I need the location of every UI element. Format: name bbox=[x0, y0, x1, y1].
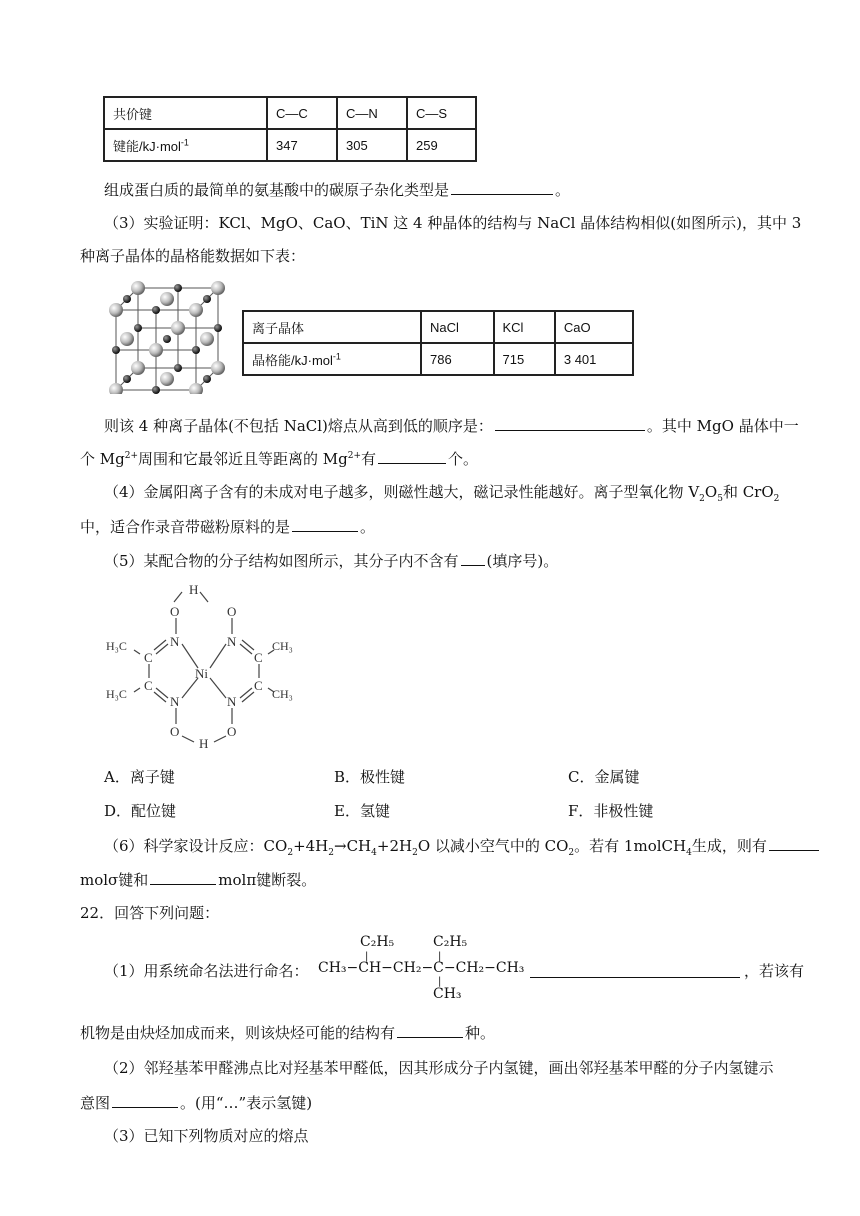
option-e[interactable]: E．氢键 bbox=[334, 802, 390, 820]
answer-blank[interactable] bbox=[378, 447, 446, 464]
atom-label: O bbox=[227, 724, 237, 739]
table-header-cell: KCl bbox=[494, 311, 555, 343]
table-row-label: 晶格能/kJ·mol$^{-1}$ bbox=[243, 343, 421, 375]
crystal-lattice-diagram bbox=[104, 280, 230, 394]
atom-label: O bbox=[170, 724, 180, 739]
table-row bbox=[104, 97, 476, 129]
option-c[interactable]: C．金属键 bbox=[568, 768, 640, 786]
answer-blank[interactable] bbox=[112, 1091, 178, 1108]
answer-blank[interactable] bbox=[461, 549, 485, 566]
bond-energy-table bbox=[103, 96, 477, 162]
q3-line4: 个 $Mg^{2+}$周围和它最邻近且等距离的 $Mg^{2+}$有 个。 bbox=[80, 447, 478, 470]
table-row bbox=[104, 129, 476, 161]
answer-blank[interactable] bbox=[292, 515, 358, 532]
table-header-cell: C—C bbox=[267, 97, 337, 129]
q3-line1: （3）实验证明：KCl、MgO、CaO、TiN 这 4 种晶体的结构与 NaCl 晶体结构相似(如图所示)，其中 3 bbox=[104, 214, 802, 232]
group-label: H₃C bbox=[106, 687, 127, 701]
atom-label: C bbox=[254, 650, 263, 665]
atom-label: N bbox=[170, 634, 180, 649]
option-f[interactable]: F．非极性键 bbox=[568, 802, 654, 820]
formula-branch: C₂H₅ bbox=[360, 934, 395, 950]
q4-line2: 中，适合作录音带磁粉原料的是 。 bbox=[80, 515, 375, 538]
group-label: CH₃ bbox=[272, 639, 293, 653]
q22-p1b: ，若该有 bbox=[744, 962, 805, 980]
q22-title: 22．回答下列问题： bbox=[80, 904, 220, 922]
table-header-cell: 离子晶体 bbox=[243, 311, 421, 343]
table-row-label: 键能/kJ·mol$^{-1}$ bbox=[104, 129, 267, 161]
table-cell: 786 bbox=[421, 343, 494, 375]
bond-vertical: | bbox=[438, 976, 442, 987]
group-label: CH₃ bbox=[272, 687, 293, 701]
atom-label: C bbox=[144, 650, 153, 665]
atom-label: H bbox=[199, 736, 209, 750]
answer-blank[interactable] bbox=[495, 414, 645, 431]
q6-line2: molσ键和 molπ键断裂。 bbox=[80, 868, 316, 891]
atom-label: Ni bbox=[195, 666, 208, 681]
answer-blank[interactable] bbox=[397, 1021, 463, 1038]
table-header-cell: 共价键 bbox=[104, 97, 267, 129]
q22-p3: （3）已知下列物质对应的熔点 bbox=[104, 1127, 309, 1145]
atom-label: H bbox=[189, 582, 199, 597]
lattice-energy-table bbox=[242, 310, 634, 376]
option-a[interactable]: A．离子键 bbox=[104, 768, 175, 786]
table-cell: 259 bbox=[407, 129, 476, 161]
answer-blank[interactable] bbox=[451, 178, 553, 195]
table-row bbox=[243, 311, 633, 343]
answer-blank[interactable] bbox=[150, 868, 216, 885]
atom-label: O bbox=[170, 604, 180, 619]
q3-line2: 种离子晶体的晶格能数据如下表： bbox=[80, 247, 306, 265]
atom-label: O bbox=[227, 604, 237, 619]
table-row bbox=[243, 343, 633, 375]
option-d[interactable]: D．配位键 bbox=[104, 802, 177, 820]
table-header-cell: CaO bbox=[555, 311, 633, 343]
formula-branch: CH₃ bbox=[433, 986, 462, 1002]
answer-blank[interactable] bbox=[769, 834, 819, 851]
atom-label: N bbox=[170, 694, 180, 709]
atom-label: C bbox=[254, 678, 263, 693]
bond-vertical: | bbox=[438, 951, 442, 962]
q22-p2a: （2）邻羟基苯甲醛沸点比对羟基苯甲醛低，因其形成分子内氢键，画出邻羟基苯甲醛的分子内氢键示 bbox=[104, 1059, 774, 1077]
table-header-cell: C—S bbox=[407, 97, 476, 129]
q22-p2b: 意图 。(用“…”表示氢键) bbox=[80, 1091, 312, 1114]
formula-branch: C₂H₅ bbox=[433, 934, 468, 950]
atom-label: C bbox=[144, 678, 153, 693]
table-header-cell: C—N bbox=[337, 97, 407, 129]
q22-p1c: 机物是由炔烃加成而来，则该炔烃可能的结构有 种。 bbox=[80, 1021, 495, 1044]
atom-label: N bbox=[227, 694, 237, 709]
group-label: H₃C bbox=[106, 639, 127, 653]
option-b[interactable]: B．极性键 bbox=[334, 768, 406, 786]
q2-tail: 组成蛋白质的最简单的氨基酸中的碳原子杂化类型是 。 bbox=[104, 178, 570, 201]
structural-formula bbox=[318, 934, 528, 1008]
table-cell: 3 401 bbox=[555, 343, 633, 375]
answer-blank[interactable] bbox=[530, 961, 740, 978]
q3-line3: 则该 4 种离子晶体(不包括 NaCl)熔点从高到低的顺序是： 。其中 MgO 晶体中一 bbox=[104, 414, 799, 437]
table-cell: 347 bbox=[267, 129, 337, 161]
table-cell: 715 bbox=[494, 343, 555, 375]
nickel-complex-structure bbox=[104, 578, 304, 750]
q22-p1a: （1）用系统命名法进行命名： bbox=[104, 962, 309, 980]
q5-prompt: （5）某配合物的分子结构如图所示，其分子内不含有 (填序号)。 bbox=[104, 549, 558, 572]
bond-vertical: | bbox=[365, 951, 369, 962]
table-cell: 305 bbox=[337, 129, 407, 161]
formula-main-chain: CH₃−CH−CH₂−C−CH₂−CH₃ bbox=[318, 960, 525, 976]
q6-line1: （6）科学家设计反应：$CO_2+4H_2\to CH_4+2H_2O$ 以减小空气中的 $CO_2$。若有 1molCH$_4$生成，则有 bbox=[104, 834, 821, 857]
table-header-cell: NaCl bbox=[421, 311, 494, 343]
q4-line1: （4）金属阳离子含有的未成对电子越多，则磁性越大，磁记录性能越好。离子型氧化物 $V_2O_5$和 CrO$_2$ bbox=[104, 483, 780, 504]
atom-label: N bbox=[227, 634, 237, 649]
